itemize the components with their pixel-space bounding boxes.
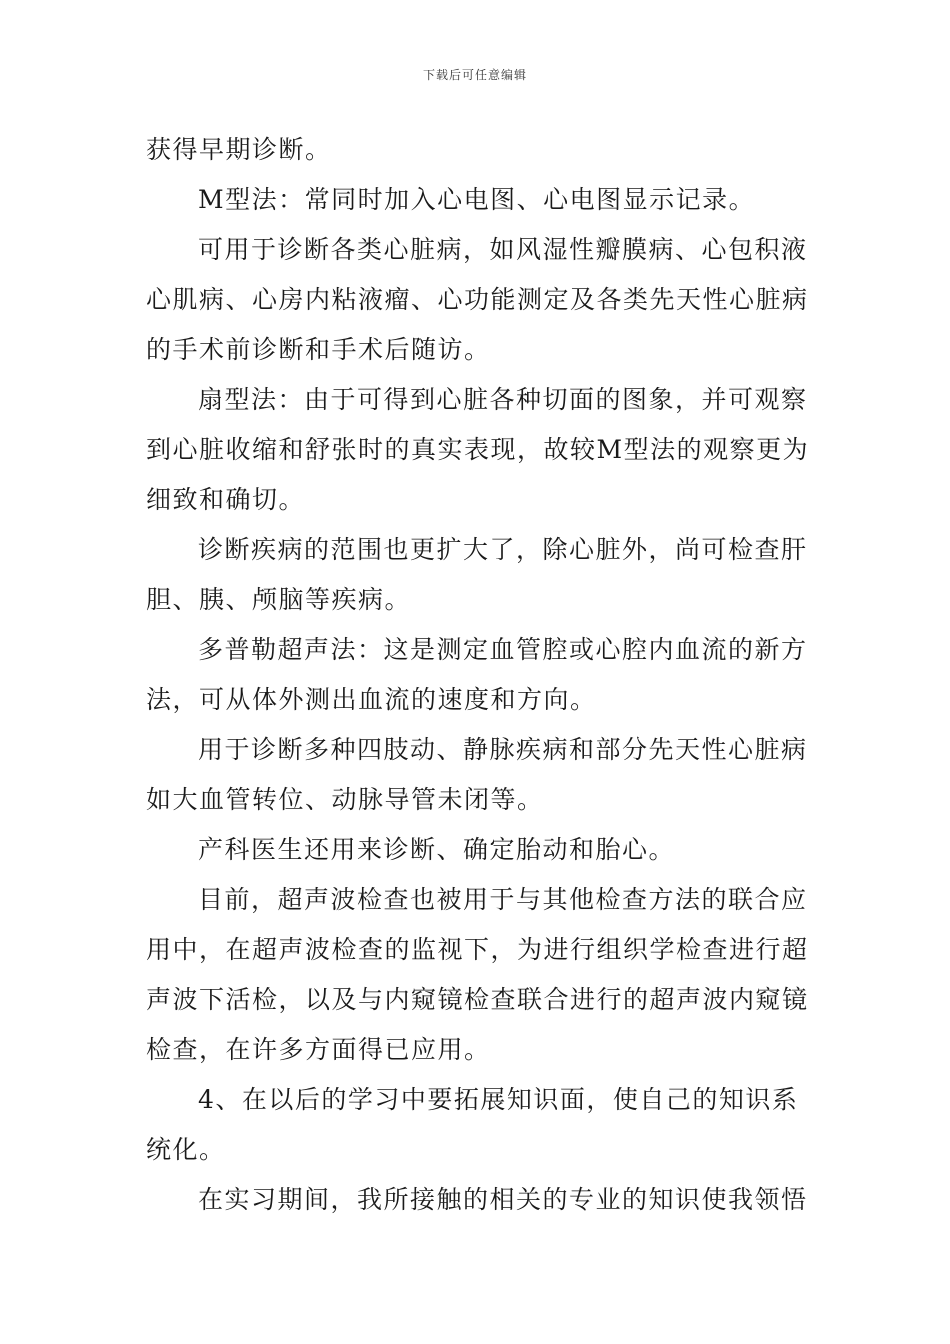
paragraph-7: 用于诊断多种四肢动、静脉疾病和部分先天性心脏病如大血管转位、动脉导管未闭等。 <box>146 735 808 814</box>
paragraph-11: 在实习期间，我所接触的相关的专业的知识使我领悟 <box>198 1185 808 1214</box>
paragraph-3: 可用于诊断各类心脏病，如风湿性瓣膜病、心包积液心肌病、心房内粘液瘤、心功能测定及各类先天性心脏病的手术前诊断和手术后随访。 <box>146 235 809 364</box>
paragraph-5: 诊断疾病的范围也更扩大了，除心脏外，尚可检查肝胆、胰、颅脑等疾病。 <box>146 535 808 614</box>
paragraph-8: 产科医生还用来诊断、确定胎动和胎心。 <box>198 835 676 864</box>
paragraph-10: 4、在以后的学习中要拓展知识面，使自己的知识系统化。 <box>146 1085 799 1164</box>
paragraph-6: 多普勒超声法：这是测定血管腔或心腔内血流的新方法，可从体外测出血流的速度和方向。 <box>146 635 808 714</box>
document-body <box>146 125 810 1225</box>
paragraph-4: 扇型法：由于可得到心脏各种切面的图象，并可观察到心脏收缩和舒张时的真实表现，故较M型法的观察更为细致和确切。 <box>146 385 810 514</box>
paragraph-2: M型法：常同时加入心电图、心电图显示记录。 <box>198 185 756 214</box>
paragraph-9: 目前，超声波检查也被用于与其他检查方法的联合应用中，在超声波检查的监视下，为进行组织学检查进行超声波下活检，以及与内窥镜检查联合进行的超声波内窥镜检查，在许多方面得已应用。 <box>146 885 809 1064</box>
page-header-note: 下载后可任意编辑 <box>422 68 527 82</box>
paragraph-1: 获得早期诊断。 <box>146 135 332 164</box>
